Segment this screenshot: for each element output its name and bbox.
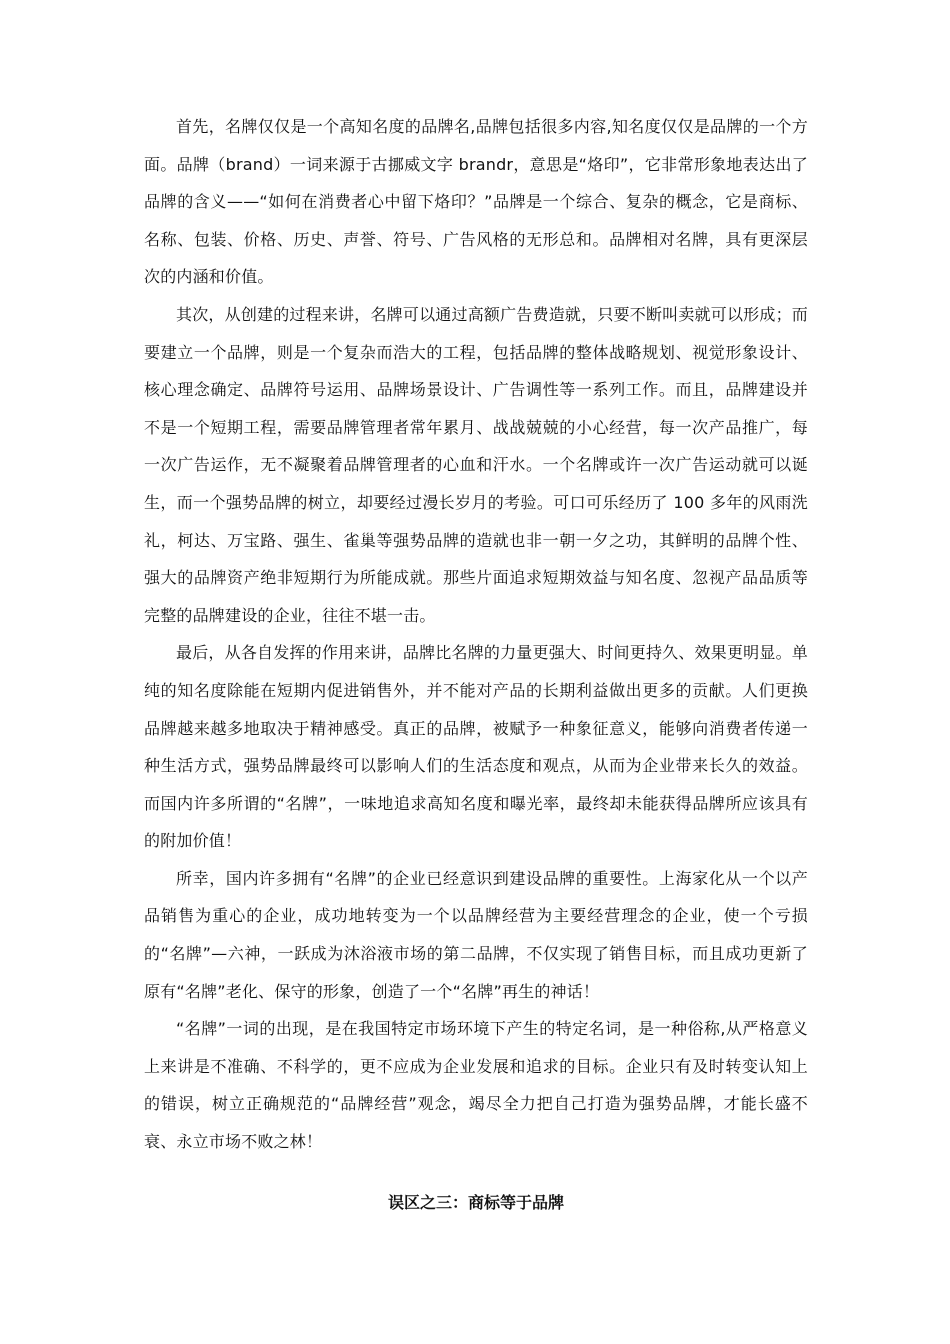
paragraph-shanghai-jahwa: 所幸，国内许多拥有“名牌”的企业已经意识到建设品牌的重要性。上海家化从一个以产品销售为重心的企业，成功地转变为一个以品牌经营为主要经营理念的企业，使一个亏损的“名牌”—六神，一跃成为沐浴液市场的第二品牌，不仅实现了销售目标，而且成功更新了原有“名牌”老化、保守的形象，创造了一个“名牌”再生的神话！: [144, 868, 808, 1001]
document-body: [144, 108, 808, 1161]
paragraph-brand-effect: 最后，从各自发挥的作用来讲，品牌比名牌的力量更强大、时间更持久、效果更明显。单纯的知名度除能在短期内促进销售外，并不能对产品的长期利益做出更多的贡献。人们更换品牌越来越多地取决于精神感受。真正的品牌，被赋予一种象征意义，能够向消费者传递一种生活方式，强势品牌最终可以影响人们的生活态度和观点，从而为企业带来长久的效益。而国内许多所谓的“名牌”，一味地追求高知名度和曝光率，最终却未能获得品牌所应该具有的附加价值！: [144, 643, 808, 851]
paragraph-building-process: 其次，从创建的过程来讲，名牌可以通过高额广告费造就，只要不断叫卖就可以形成；而要建立一个品牌，则是一个复杂而浩大的工程，包括品牌的整体战略规划、视觉形象设计、核心理念确定、品牌符号运用、品牌场景设计、广告调性等一系列工作。而且，品牌建设并不是一个短期工程，需要品牌管理者常年累月、战战兢兢的小心经营，每一次产品推广，每一次广告运作，无不凝聚着品牌管理者的心血和汗水。一个名牌或许一次广告运动就可以诞生，而一个强势品牌的树立，却要经过漫长岁月的考验。可口可乐经历了 100 多年的风雨洗礼，柯达、万宝路、强生、雀巢等强势品牌的造就也非一朝一夕之功，其鲜明的品牌个性、强大的品牌资产绝非短期行为所能成就。那些片面追求短期效益与知名度、忽视产品品质等完整的品牌建设的企业，往往不堪一击。: [144, 304, 808, 625]
paragraph-brand-vs-famous: 首先，名牌仅仅是一个高知名度的品牌名,品牌包括很多内容,知名度仅仅是品牌的一个方面。品牌（brand）一词来源于古挪威文字 brandr，意思是“烙印”，它非常形象地表达出了品牌的含义——“如何在消费者心中留下烙印？”品牌是一个综合、复杂的概念，它是商标、名称、包装、价格、历史、声誉、符号、广告风格的无形总和。品牌相对名牌，具有更深层次的内涵和价值。: [144, 117, 808, 287]
paragraph-conclusion: “名牌”一词的出现，是在我国特定市场环境下产生的特定名词，是一种俗称,从严格意义上来讲是不准确、不科学的，更不应成为企业发展和追求的目标。企业只有及时转变认知上的错误，树立正确规范的“品牌经营”观念，竭尽全力把自己打造为强势品牌，才能长盛不衰、永立市场不败之林！: [144, 1019, 808, 1152]
section-heading: 误区之三：商标等于品牌: [387, 1193, 564, 1212]
